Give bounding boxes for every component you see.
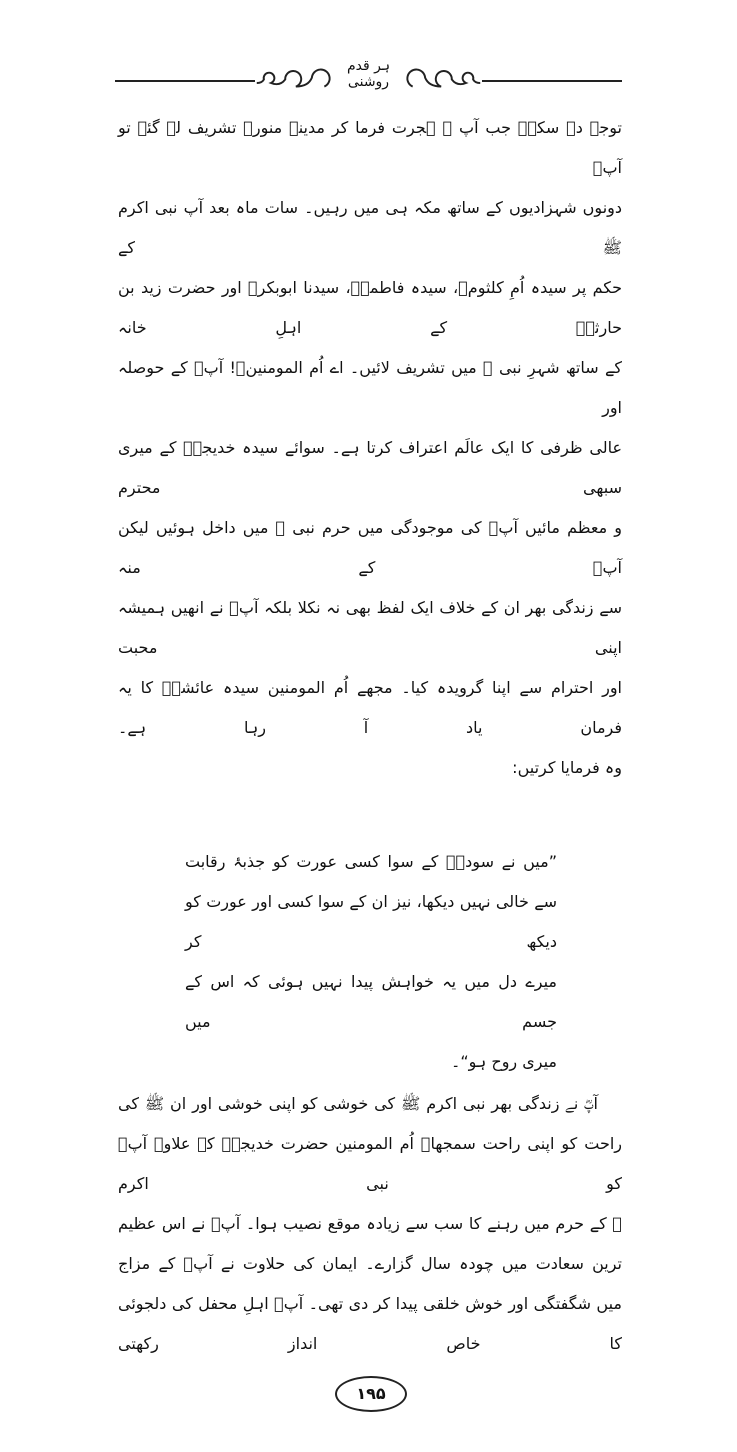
text-line: عالی ظرفی کا ایک عالَم اعتراف کرتا ہے۔ سوائے سیدہ خدیجہؓ کے میری سبھی محترم: [118, 438, 622, 497]
paragraph-line: میں شگفتگی اور خوش خلقی پیدا کر دی تھی۔ آپؓ اہلِ محفل کی دلجوئی کا خاص انداز رکھتی: [118, 1294, 622, 1353]
text-line: حکم پر سیدہ اُمِ کلثومؓ، سیدہ فاطمہؓ، سیدنا ابوبکرؓ اور حضرت زید بن حارثہؓ کے اہلِ خانہ: [118, 278, 622, 337]
paragraph-line: آپؓ نے زندگی بھر نبی اکرم ﷺ کی خوشی کو اپنی خوشی اور ان ﷺ کی: [118, 1094, 599, 1113]
quote-line: سے خالی نہیں دیکھا، نیز ان کے سوا کسی اور عورت کو دیکھ کر: [185, 892, 557, 951]
header-rule-left: [115, 80, 255, 82]
page-body: [118, 108, 622, 1364]
text-line: و معظم مائیں آپؓ کی موجودگی میں حرم نبی ﷺ میں داخل ہوئیں لیکن آپؓ کے منہ: [118, 518, 622, 577]
paragraph: [118, 1084, 622, 1364]
quote-line: میرے دل میں یہ خواہش پیدا نہیں ہوئی کہ اس کے جسم میں: [185, 972, 557, 1031]
quote-line: ”میں نے سودہؓ کے سوا کسی عورت کو جذبۂ رقابت: [185, 852, 557, 871]
text-line: توجہ دے سکے۔ جب آپ ﷺ ہجرت فرما کر مدینہ منورہ تشریف لے گئے تو آپؓ: [118, 118, 622, 177]
text-line: اور احترام سے اپنا گرویدہ کیا۔ مجھے اُم المومنین سیدہ عائشہؓ کا یہ فرمان یاد آ رہا ہے۔: [118, 678, 622, 737]
block-quote: [185, 842, 557, 1082]
header-rule-right: [482, 80, 622, 82]
running-header: [115, 48, 622, 100]
text-line: دونوں شہزادیوں کے ساتھ مکہ ہی میں رہیں۔ سات ماہ بعد آپ نبی اکرم ﷺ کے: [118, 198, 622, 257]
header-title: ہر قدم روشنی: [346, 58, 391, 90]
paragraph-line: ترین سعادت میں چودہ سال گزارے۔ ایمان کی حلاوت نے آپؓ کے مزاج: [118, 1254, 622, 1273]
paragraph-line: راحت کو اپنی راحت سمجھا۔ اُم المومنین حضرت خدیجہؓ کے علاوہ آپؓ کو نبی اکرم: [118, 1134, 622, 1193]
text-line: سے زندگی بھر ان کے خلاف ایک لفظ بھی نہ نکلا بلکہ آپؓ نے انھیں ہمیشہ اپنی محبت: [118, 598, 622, 657]
text-line: وہ فرمایا کرتیں:: [512, 758, 622, 777]
page-number: ۱۹۵: [335, 1376, 407, 1412]
paragraph-line: ﷺ کے حرم میں رہنے کا سب سے زیادہ موقع نصیب ہوا۔ آپؓ نے اس عظیم: [118, 1214, 622, 1233]
text-line: کے ساتھ شہرِ نبی ﷺ میں تشریف لائیں۔ اے اُم المومنینؓ! آپؓ کے حوصلہ اور: [118, 358, 622, 417]
quote-line: میری روح ہو“۔: [450, 1052, 557, 1071]
ornament-left-icon: [255, 58, 335, 92]
ornament-right-icon: [402, 58, 482, 92]
